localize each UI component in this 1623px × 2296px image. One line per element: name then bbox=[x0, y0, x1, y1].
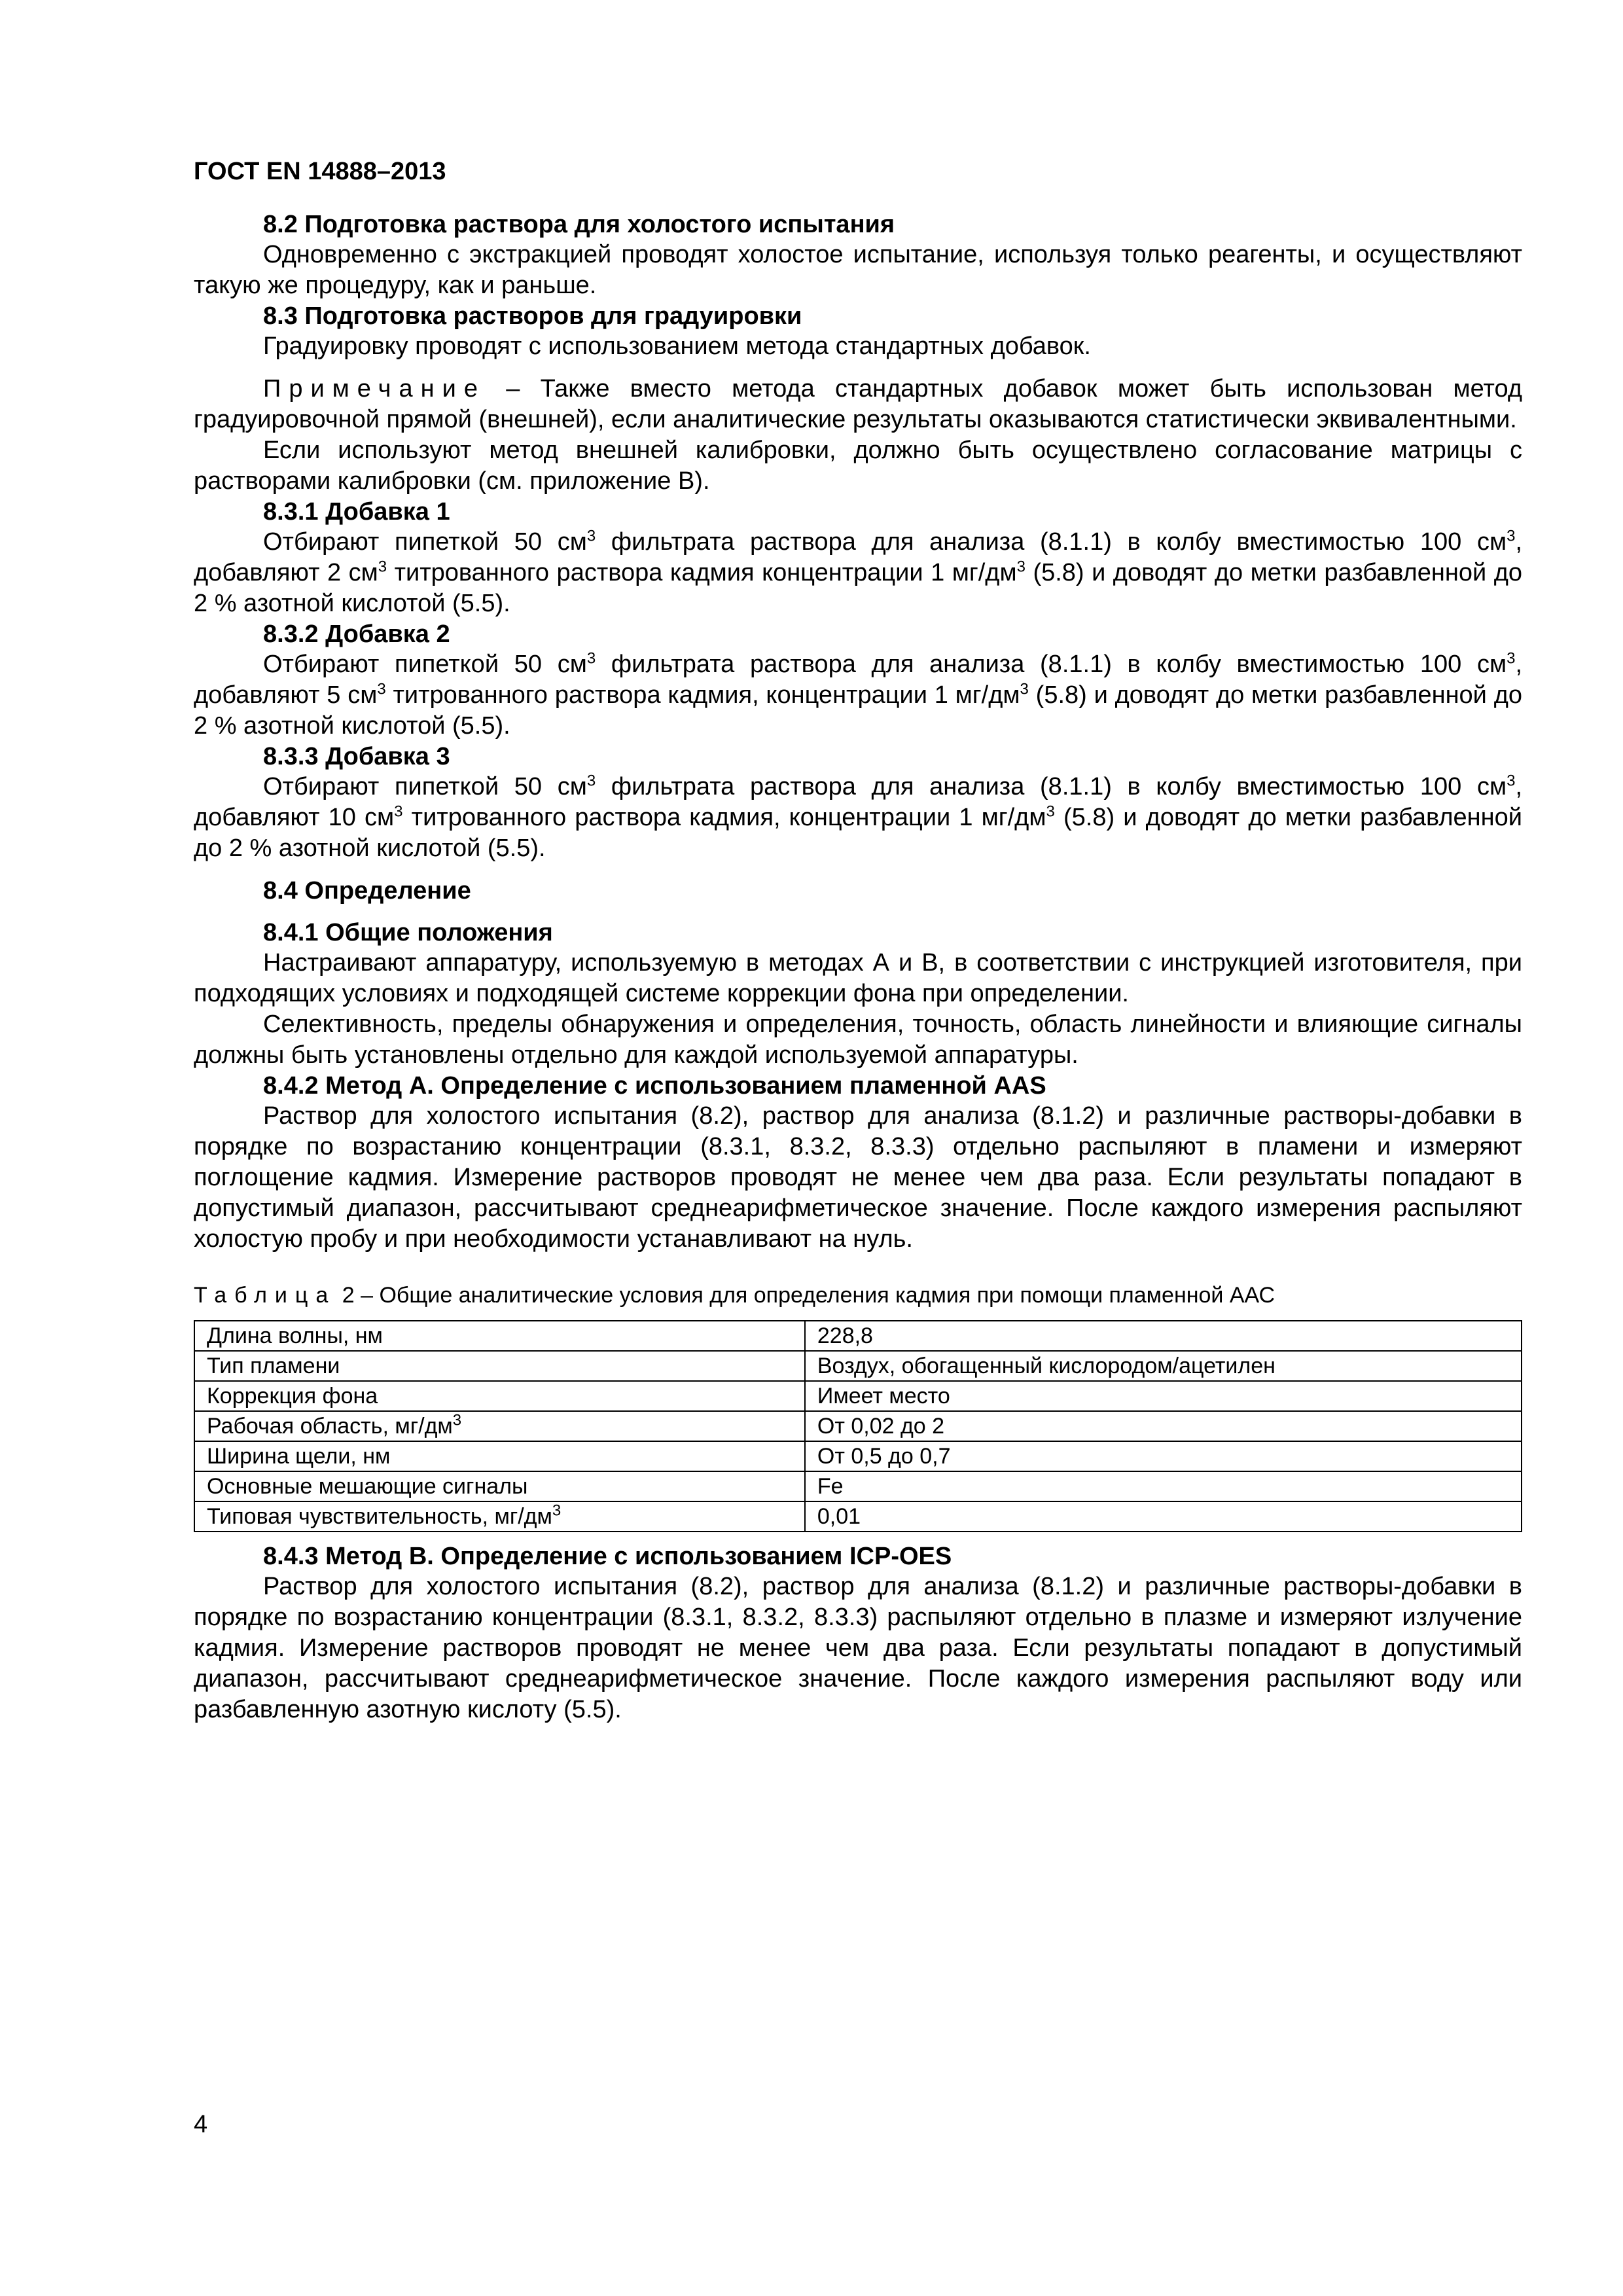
param-text: Тип пламени bbox=[207, 1354, 340, 1378]
section-8-4-1-title: 8.4.1 Общие положения bbox=[263, 919, 553, 946]
section-8-3-1-title: 8.3.1 Добавка 1 bbox=[263, 498, 450, 526]
table-cell-param bbox=[194, 1321, 805, 1351]
document-page bbox=[194, 156, 1522, 1725]
table-cell-value: От 0,5 до 0,7 bbox=[805, 1441, 1522, 1471]
text-run: титрованного раствора кадмия, концентрации 1 мг/дм bbox=[385, 681, 1020, 709]
superscript: 3 bbox=[1507, 527, 1516, 545]
table-row bbox=[194, 1321, 1522, 1351]
table-row bbox=[194, 1351, 1522, 1381]
table-2 bbox=[194, 1320, 1522, 1532]
text-run: титрованного раствора кадмия, концентрации 1 мг/дм bbox=[402, 804, 1046, 831]
superscript: 3 bbox=[452, 1411, 462, 1429]
section-8-4-1-paragraph-2: Селективность, пределы обнаружения и определения, точность, область линейности и влияющие сигналы должны быть установлены отдельно для каждой используемой аппаратуры. bbox=[194, 1011, 1522, 1069]
note-label: Примечание bbox=[263, 375, 486, 403]
superscript: 3 bbox=[586, 772, 596, 790]
superscript: 3 bbox=[1507, 649, 1516, 668]
superscript: 3 bbox=[378, 558, 387, 576]
section-8-4-title: 8.4 Определение bbox=[263, 877, 471, 905]
section-8-3-paragraph-2: Если используют метод внешней калибровки, должно быть осуществлено согласование матрицы с растворами калибровки (см. приложение В). bbox=[194, 437, 1522, 495]
text-run: фильтрата раствора для анализа (8.1.1) в колбу вместимостью 100 см bbox=[596, 773, 1507, 800]
table-cell-value: Fe bbox=[805, 1471, 1522, 1501]
table-cell-param bbox=[194, 1381, 805, 1411]
param-text: Ширина щели, нм bbox=[207, 1444, 391, 1469]
table-caption-number: 2 bbox=[342, 1283, 355, 1308]
superscript: 3 bbox=[377, 680, 386, 698]
table-caption-text: – Общие аналитические условия для определения кадмия при помощи пламенной ААС bbox=[354, 1283, 1275, 1308]
text-run: (5.8) и доводят до метки разбавленной до 2 % азотной кислотой (5.5). bbox=[194, 804, 1523, 862]
superscript: 3 bbox=[1507, 772, 1516, 790]
section-8-3-3-paragraph bbox=[194, 772, 1522, 864]
superscript: 3 bbox=[552, 1501, 562, 1520]
table-cell-param bbox=[194, 1441, 805, 1471]
table-row bbox=[194, 1381, 1522, 1411]
table-cell-value: 0,01 bbox=[805, 1501, 1522, 1532]
table-cell-param bbox=[194, 1501, 805, 1532]
text-run: Отбирают пипеткой 50 см bbox=[263, 651, 587, 678]
table-cell-value: От 0,02 до 2 bbox=[805, 1411, 1522, 1441]
superscript: 3 bbox=[586, 649, 596, 668]
text-run: , добавляют 2 см bbox=[194, 528, 1522, 586]
param-text: Основные мешающие сигналы bbox=[207, 1474, 528, 1499]
table-row bbox=[194, 1411, 1522, 1441]
section-8-3-1-paragraph bbox=[194, 527, 1522, 619]
table-row bbox=[194, 1441, 1522, 1471]
superscript: 3 bbox=[586, 527, 596, 545]
superscript: 3 bbox=[1046, 802, 1055, 821]
param-text: Длина волны, нм bbox=[207, 1323, 383, 1348]
section-8-2-title: 8.2 Подготовка раствора для холостого испытания bbox=[263, 211, 895, 238]
text-run: , добавляют 10 см bbox=[194, 773, 1522, 831]
superscript: 3 bbox=[394, 802, 403, 821]
section-8-3-title: 8.3 Подготовка растворов для градуировки bbox=[263, 302, 802, 330]
text-run: титрованного раствора кадмия концентрации 1 мг/дм bbox=[387, 559, 1017, 586]
superscript: 3 bbox=[1020, 680, 1029, 698]
table-cell-param bbox=[194, 1351, 805, 1381]
table-cell-param bbox=[194, 1411, 805, 1441]
table-cell-value: Воздух, обогащенный кислородом/ацетилен bbox=[805, 1351, 1522, 1381]
section-8-4-3-title: 8.4.3 Метод В. Определение с использованием ICP-OES bbox=[263, 1543, 952, 1570]
section-8-2-paragraph: Одновременно с экстракцией проводят холостое испытание, используя только реагенты, и осуществляют такую же процедуру, как и раньше. bbox=[194, 241, 1522, 299]
section-8-3-3-title: 8.3.3 Добавка 3 bbox=[263, 743, 450, 770]
section-8-4-2-title: 8.4.2 Метод А. Определение с использованием пламенной AAS bbox=[263, 1072, 1046, 1100]
table-cell-param bbox=[194, 1471, 805, 1501]
text-run: фильтрата раствора для анализа (8.1.1) в колбу вместимостью 100 см bbox=[596, 528, 1507, 556]
param-text: Типовая чувствительность, мг/дм bbox=[207, 1504, 552, 1529]
section-8-3-paragraph: Градуировку проводят с использованием метода стандартных добавок. bbox=[263, 332, 1091, 360]
text-run: (5.8) и доводят до метки разбавленной до 2 % азотной кислотой (5.5). bbox=[194, 559, 1523, 617]
text-run: , добавляют 5 см bbox=[194, 651, 1522, 709]
param-text: Коррекция фона bbox=[207, 1384, 378, 1408]
table-row bbox=[194, 1471, 1522, 1501]
text-run: (5.8) и доводят до метки разбавленной до 2 % азотной кислотой (5.5). bbox=[194, 681, 1523, 740]
section-8-3-2-title: 8.3.2 Добавка 2 bbox=[263, 620, 450, 648]
param-text: Рабочая область, мг/дм bbox=[207, 1414, 453, 1439]
table-row bbox=[194, 1501, 1522, 1532]
table-cell-value: 228,8 bbox=[805, 1321, 1522, 1351]
section-8-4-2-paragraph: Раствор для холостого испытания (8.2), раствор для анализа (8.1.2) и различные растворы-добавки в порядке по возрастанию концентрации (8.3.1, 8.3.2, 8.3.3) отдельно распыляют в пламени и измеряют поглощение кадмия. Измерение растворов проводят не менее чем два раза. Если результаты попадают в допустимый диапазон, рассчитывают среднеарифметическое значение. После каждого измерения распыляют холостую пробу и при необходимости устанавливают на нуль. bbox=[194, 1102, 1522, 1253]
document-code-header: ГОСТ EN 14888–2013 bbox=[194, 158, 446, 185]
section-8-4-1-paragraph: Настраивают аппаратуру, используемую в методах А и В, в соответствии с инструкцией изготовителя, при подходящих условиях и подходящей системе коррекции фона при определении. bbox=[194, 949, 1522, 1007]
superscript: 3 bbox=[1016, 558, 1026, 576]
table-caption-label: Таблица bbox=[194, 1283, 336, 1308]
text-run: фильтрата раствора для анализа (8.1.1) в колбу вместимостью 100 см bbox=[596, 651, 1507, 678]
text-run: Отбирают пипеткой 50 см bbox=[263, 773, 587, 800]
section-8-3-2-paragraph bbox=[194, 649, 1522, 742]
table-2-caption bbox=[194, 1281, 1522, 1310]
note-text: – Также вместо метода стандартных добавок может быть использован метод градуировочной прямой (внешней), если аналитические результаты оказываются статистически эквивалентными. bbox=[194, 375, 1522, 433]
page-number: 4 bbox=[194, 2111, 208, 2138]
table-cell-value: Имеет место bbox=[805, 1381, 1522, 1411]
section-8-3-note bbox=[194, 374, 1522, 435]
text-run: Отбирают пипеткой 50 см bbox=[263, 528, 587, 556]
section-8-4-3-paragraph: Раствор для холостого испытания (8.2), раствор для анализа (8.1.2) и различные растворы-добавки в порядке по возрастанию концентрации (8.3.1, 8.3.2, 8.3.3) распыляют отдельно в плазме и измеряют излучение кадмия. Измерение растворов проводят не менее чем два раза. Если результаты попадают в допустимый диапазон, рассчитывают среднеарифметическое значение. После каждого измерения распыляют воду или разбавленную азотную кислоту (5.5). bbox=[194, 1573, 1522, 1723]
